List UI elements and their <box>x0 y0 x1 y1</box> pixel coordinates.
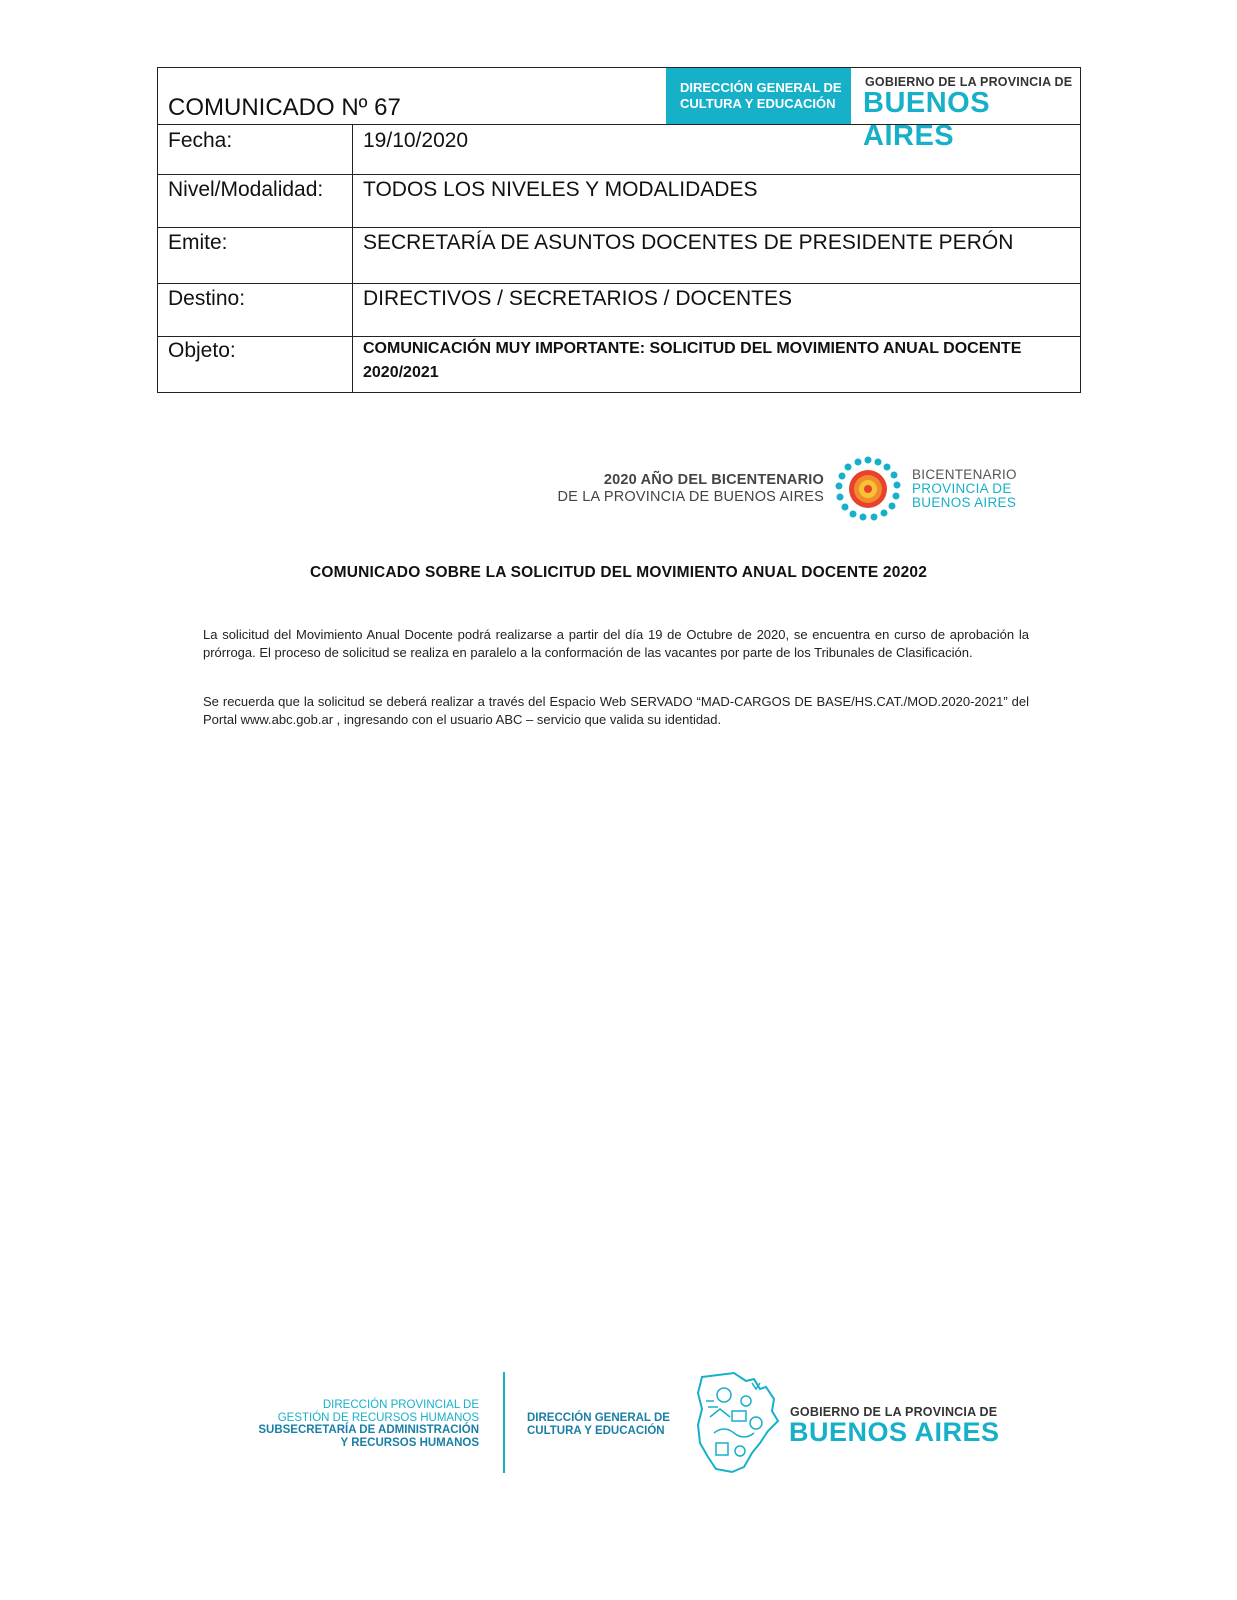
row-label: Destino: <box>168 287 246 310</box>
footer-left-line-1: DIRECCIÓN PROVINCIAL DE <box>322 1399 479 1411</box>
row-label: Emite: <box>168 231 228 254</box>
footer-dg-cultura <box>527 1412 670 1438</box>
footer-gov-big: BUENOS AIRES <box>789 1417 1000 1447</box>
footer-divider <box>503 1372 505 1473</box>
row-value: COMUNICACIÓN MUY IMPORTANTE: SOLICITUD DEL MOVIMIENTO ANUAL DOCENTE 2020/2021 <box>363 340 1022 381</box>
bicentenario-logo-text <box>912 468 1017 510</box>
row-label: Nivel/Modalidad: <box>168 178 324 201</box>
row-label: Objeto: <box>168 339 236 362</box>
gov-logo-big: BUENOS AIRES <box>863 87 991 152</box>
table-row-destino <box>158 283 1080 336</box>
header-table <box>157 67 1081 393</box>
province-map-icon <box>694 1371 780 1474</box>
document-title: COMUNICADO SOBRE LA SOLICITUD DEL MOVIMIENTO ANUAL DOCENTE 20202 <box>309 564 928 581</box>
dg-line-1: DIRECCIÓN GENERAL DE <box>680 80 842 95</box>
table-row-nivel <box>158 174 1080 227</box>
bicentenario-sun-icon <box>832 456 904 522</box>
bicentenario-line-2: DE LA PROVINCIA DE BUENOS AIRES <box>557 489 824 505</box>
dg-cultura-logo <box>666 68 851 125</box>
dg-line-2: CULTURA Y EDUCACIÓN <box>680 96 836 111</box>
footer-left-line-2: GESTIÓN DE RECURSOS HUMANOS <box>277 1411 479 1424</box>
footer-left-line-3: SUBSECRETARÍA DE ADMINISTRACIÓN <box>258 1424 479 1436</box>
footer-dp-rrhh <box>258 1399 479 1449</box>
bicentenario-line-1: 2020 AÑO DEL BICENTENARIO <box>603 472 824 488</box>
bicentenario-text <box>558 472 824 506</box>
row-value: TODOS LOS NIVELES Y MODALIDADES <box>363 178 758 201</box>
bicentenario-logo-line-2: PROVINCIA DE <box>912 481 1012 496</box>
gov-logo-small: GOBIERNO DE LA PROVINCIA DE <box>865 75 1073 89</box>
gov-logo <box>851 68 1080 152</box>
row-value: SECRETARÍA DE ASUNTOS DOCENTES DE PRESIDENTE PERÓN <box>363 231 1014 254</box>
row-value: 19/10/2020 <box>363 129 469 152</box>
bicentenario-logo-line-1: BICENTENARIO <box>912 467 1017 482</box>
footer-gov-small: GOBIERNO DE LA PROVINCIA DE <box>790 1405 998 1419</box>
table-row-fecha <box>158 124 1080 174</box>
bicentenario-logo-line-3: BUENOS AIRES <box>912 495 1017 510</box>
row-value: DIRECTIVOS / SECRETARIOS / DOCENTES <box>363 287 793 310</box>
footer-left-line-4: Y RECURSOS HUMANOS <box>340 1436 479 1449</box>
table-row-emite <box>158 227 1080 283</box>
paragraph-1: La solicitud del Movimiento Anual Docente podrá realizarse a partir del día 19 de Octubre de 2020, se encuentra en curso de aprobación la prórroga. El proceso de solicitud se realiza en paralelo a la conformación de las vacantes por parte de los Tribunales de Clasificación. <box>203 627 1029 660</box>
table-row-objeto <box>158 336 1080 393</box>
paragraph-2: Se recuerda que la solicitud se deberá realizar a través del Espacio Web SERVADO “MAD-CARGOS DE BASE/HS.CAT./MOD.2020-2021” del Portal www.abc.gob.ar , ingresando con el usuario ABC – servicio que valida su identidad. <box>203 694 1029 727</box>
footer-middle-line-1: DIRECCIÓN GENERAL DE <box>527 1412 670 1424</box>
communique-title: COMUNICADO Nº 67 <box>168 94 401 121</box>
footer-middle-line-2: CULTURA Y EDUCACIÓN <box>527 1425 665 1437</box>
row-label: Fecha: <box>168 129 233 152</box>
